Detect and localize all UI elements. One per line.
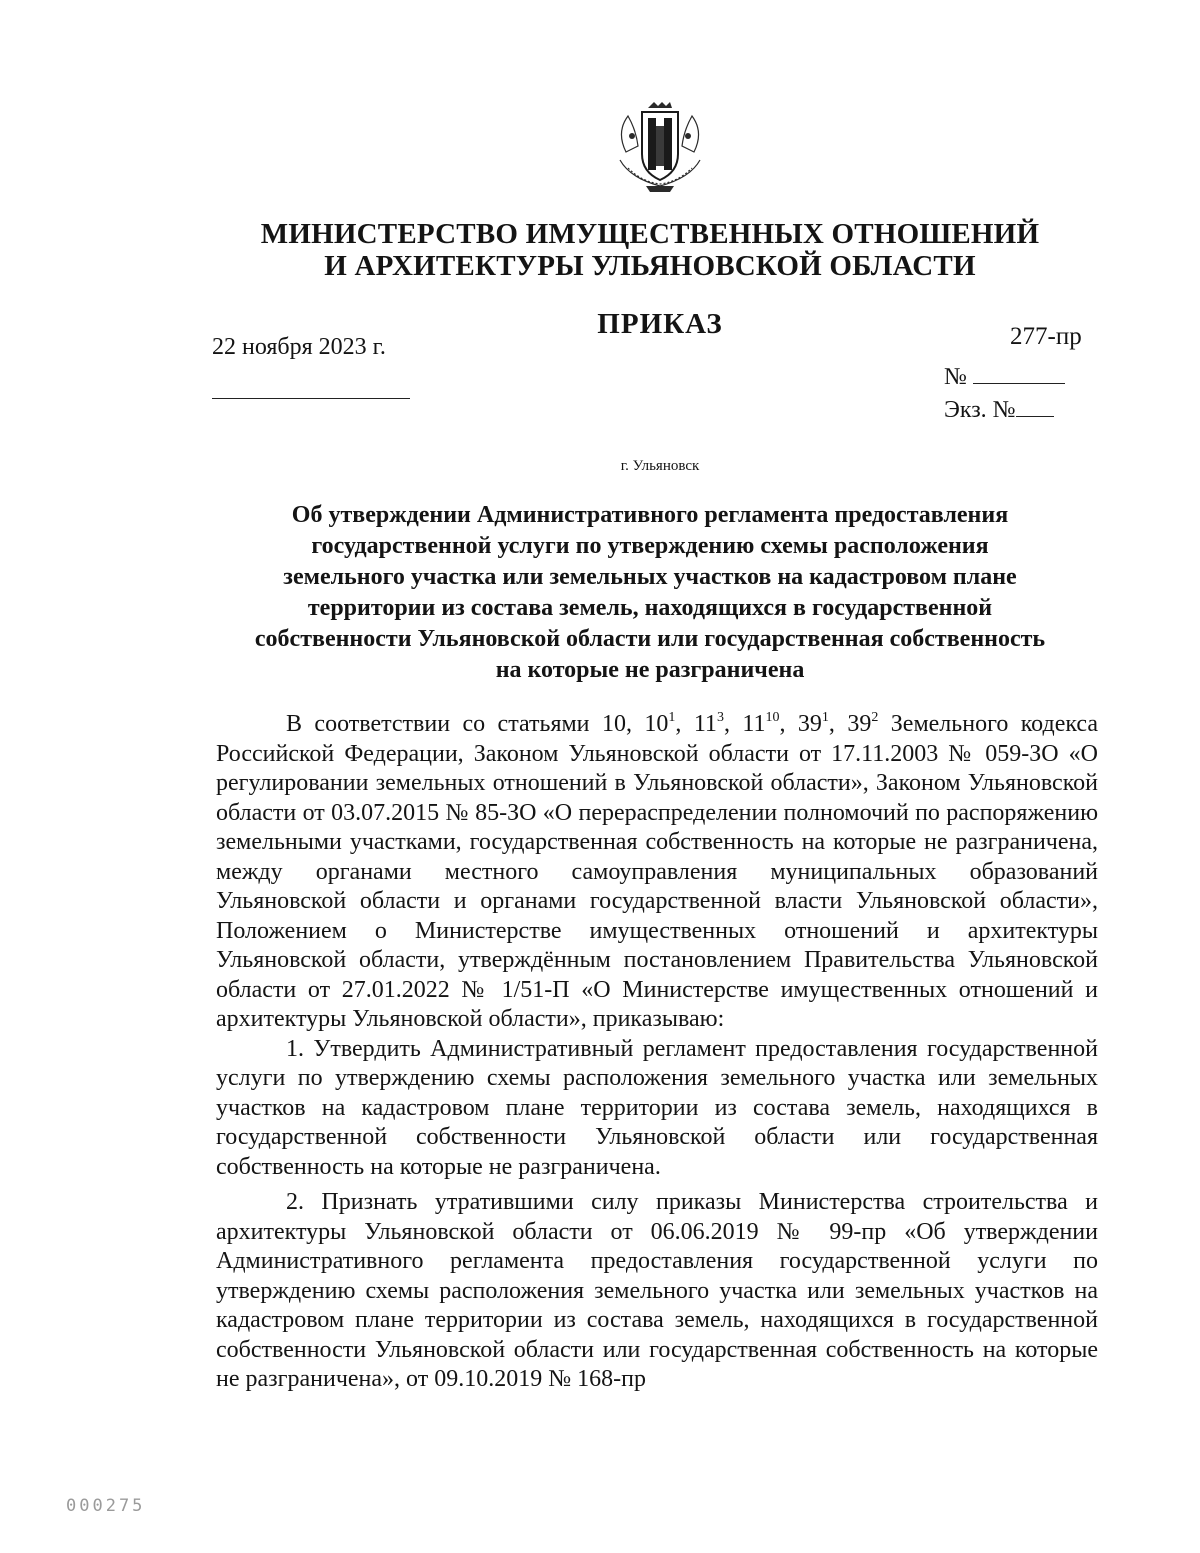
ministry-line-2: И АРХИТЕКТУРЫ УЛЬЯНОВСКОЙ ОБЛАСТИ — [324, 250, 976, 282]
doc-type-title: ПРИКАЗ — [597, 308, 723, 340]
number-label: № — [944, 364, 967, 390]
heading-line: Об утверждении Административного регламента предоставления — [291, 502, 1009, 528]
order-number: 277-пр — [1010, 323, 1082, 350]
order-item-1: 1. Утвердить Административный регламент предоставления государственной услуги по утверждению схемы расположения земельного участка или земельных участков на кадастровом плане территории из состава земель, находящихся в государственной собственности Ульяновской области или государственная собственность на которые не разграничена. — [216, 1035, 1098, 1180]
document-body — [216, 710, 1098, 1395]
number-blank-line — [973, 365, 1065, 384]
ministry-name — [180, 218, 1120, 282]
coat-of-arms-icon — [606, 102, 714, 194]
document-heading — [200, 500, 1100, 686]
heading-line: собственности Ульяновской области или государственная собственность — [254, 626, 1046, 652]
copy-blank-line — [1016, 396, 1054, 417]
copy-label: Экз. № — [944, 397, 1016, 423]
preamble-paragraph: В соответствии со статьями 10, $10^1$, $11^3$, $11^{10}$, $39^1$, $39^2$ Земельного кодекса Российской Федерации, Законом Ульяновской области от 17.11.2003 № 059-ЗО «О регулировании земельных отношений в Ульяновской области», Законом Ульяновской области от 03.07.2015 № 85-ЗО «О перераспределении полномочий по распоряжению земельными участками, государственная собственность на которые не разграничена, между органами местного самоуправления муниципальных образований Ульяновской области и органами государственной власти Ульяновской области», Положением о Министерстве имущественных отношений и архитектуры Ульяновской области, утверждённым постановлением Правительства Ульяновской области от 27.01.2022 № 1/51-П «О Министерстве имущественных отношений и архитектуры Ульяновской области», приказываю: — [216, 710, 1099, 1032]
archive-stamp: 000275 — [66, 1496, 146, 1516]
order-item-2: 2. Признать утратившими силу приказы Министерства строительства и архитектуры Ульяновской области от 06.06.2019 № 99-пр «Об утверждении Административного регламента предоставления государственной услуги по утверждению схемы расположения земельного участка или земельных участков на кадастровом плане территории из состава земель, находящихся в государственной собственности Ульяновской области или государственная собственность на которые не разграничена», от 09.10.2019 № 168-пр — [216, 1189, 1098, 1392]
city: г. Ульяновск — [620, 458, 700, 474]
heading-line: земельного участка или земельных участков на кадастровом плане — [283, 564, 1017, 590]
date-underline — [212, 398, 410, 399]
ministry-line-1: МИНИСТЕРСТВО ИМУЩЕСТВЕННЫХ ОТНОШЕНИЙ — [260, 218, 1040, 250]
number-field — [944, 364, 1065, 391]
order-date: 22 ноября 2023 г. — [212, 334, 386, 360]
heading-line: государственной услуги по утверждению схемы расположения — [311, 533, 989, 559]
heading-line: на которые не разграничена — [495, 657, 805, 683]
copy-field — [944, 396, 1054, 424]
heading-line: территории из состава земель, находящихся в государственной — [307, 595, 993, 621]
